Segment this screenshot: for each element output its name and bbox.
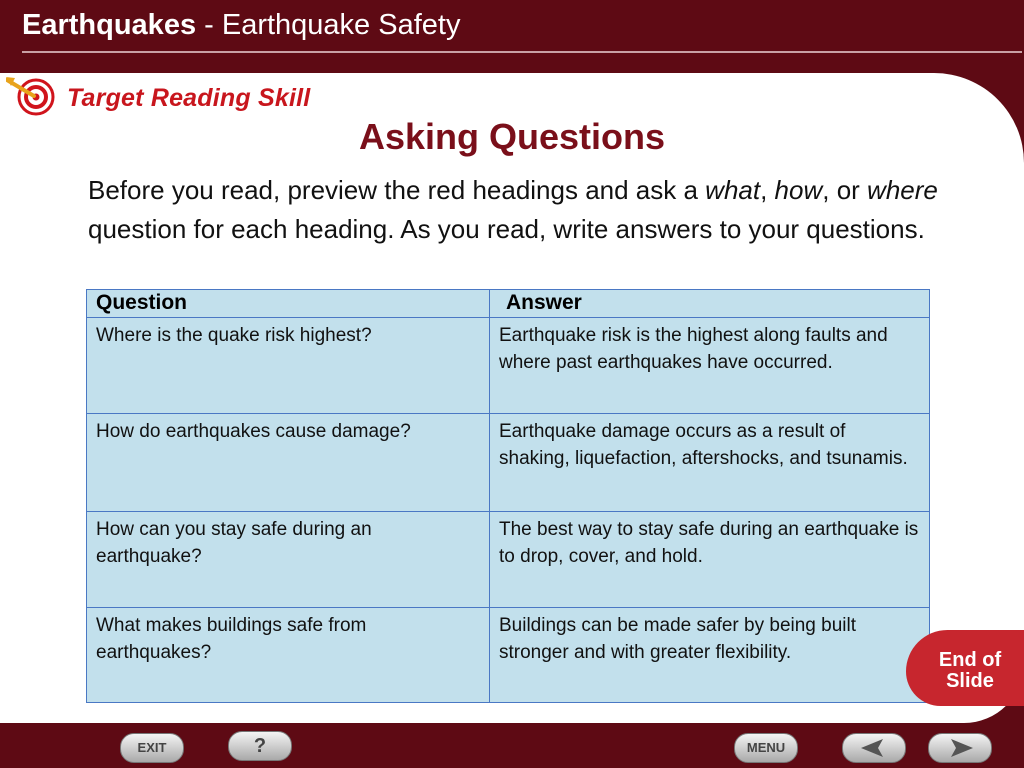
intro-paragraph <box>88 171 948 248</box>
question-cell: How do earthquakes cause damage? <box>87 414 490 512</box>
end-of-slide-button[interactable] <box>906 630 1024 706</box>
target-reading-skill-label: Target Reading Skill <box>67 84 311 112</box>
column-header-answer: Answer <box>490 290 930 318</box>
answer-cell: The best way to stay safe during an earthquake is to drop, cover, and hold. <box>490 512 930 608</box>
slide-title <box>22 9 460 42</box>
answer-cell: Earthquake damage occurs as a result of shaking, liquefaction, aftershocks, and tsunamis. <box>490 414 930 512</box>
exit-button[interactable] <box>120 733 184 763</box>
menu-button[interactable] <box>734 733 798 763</box>
target-reading-skill-banner <box>6 74 366 118</box>
slide-heading: Asking Questions <box>358 116 666 157</box>
next-button[interactable] <box>928 733 992 763</box>
answer-cell: Earthquake risk is the highest along faults and where past earthquakes have occurred. <box>490 318 930 414</box>
title-chapter: Earthquakes <box>22 9 197 41</box>
answer-cell: Buildings can be made safer by being built stronger and with greater flexibility. <box>490 608 930 703</box>
question-cell: How can you stay safe during an earthquake? <box>87 512 490 608</box>
end-of-slide-label: End of Slide <box>938 649 1002 692</box>
arrow-right-icon <box>929 734 991 762</box>
column-header-question: Question <box>87 290 490 318</box>
question-cell: What makes buildings safe from earthquakes? <box>87 608 490 703</box>
title-section: - Earthquake Safety <box>196 9 461 41</box>
target-arrow-icon <box>6 74 66 118</box>
intro-em-where: where <box>867 175 938 205</box>
table-header-row <box>87 290 930 318</box>
arrow-left-icon <box>843 734 905 762</box>
intro-text-2: , <box>760 175 775 205</box>
question-answer-table <box>86 289 930 703</box>
table-row <box>87 414 930 512</box>
intro-em-how: how <box>774 175 823 205</box>
exit-label: EXIT <box>137 740 167 755</box>
table-row <box>87 512 930 608</box>
intro-em-what: what <box>705 175 761 205</box>
title-divider <box>22 51 1022 53</box>
intro-text-1: Before you read, preview the red headings and ask a <box>88 175 706 205</box>
help-button[interactable] <box>228 731 292 761</box>
intro-text-4: question for each heading. As you read, write answers to your questions. <box>88 213 925 244</box>
intro-text-3: , or <box>822 175 868 205</box>
question-cell: Where is the quake risk highest? <box>87 318 490 414</box>
help-label: ? <box>253 735 267 757</box>
previous-button[interactable] <box>842 733 906 763</box>
title-bar <box>0 0 1024 58</box>
menu-label: MENU <box>746 740 786 755</box>
table-row <box>87 318 930 414</box>
table-row <box>87 608 930 703</box>
